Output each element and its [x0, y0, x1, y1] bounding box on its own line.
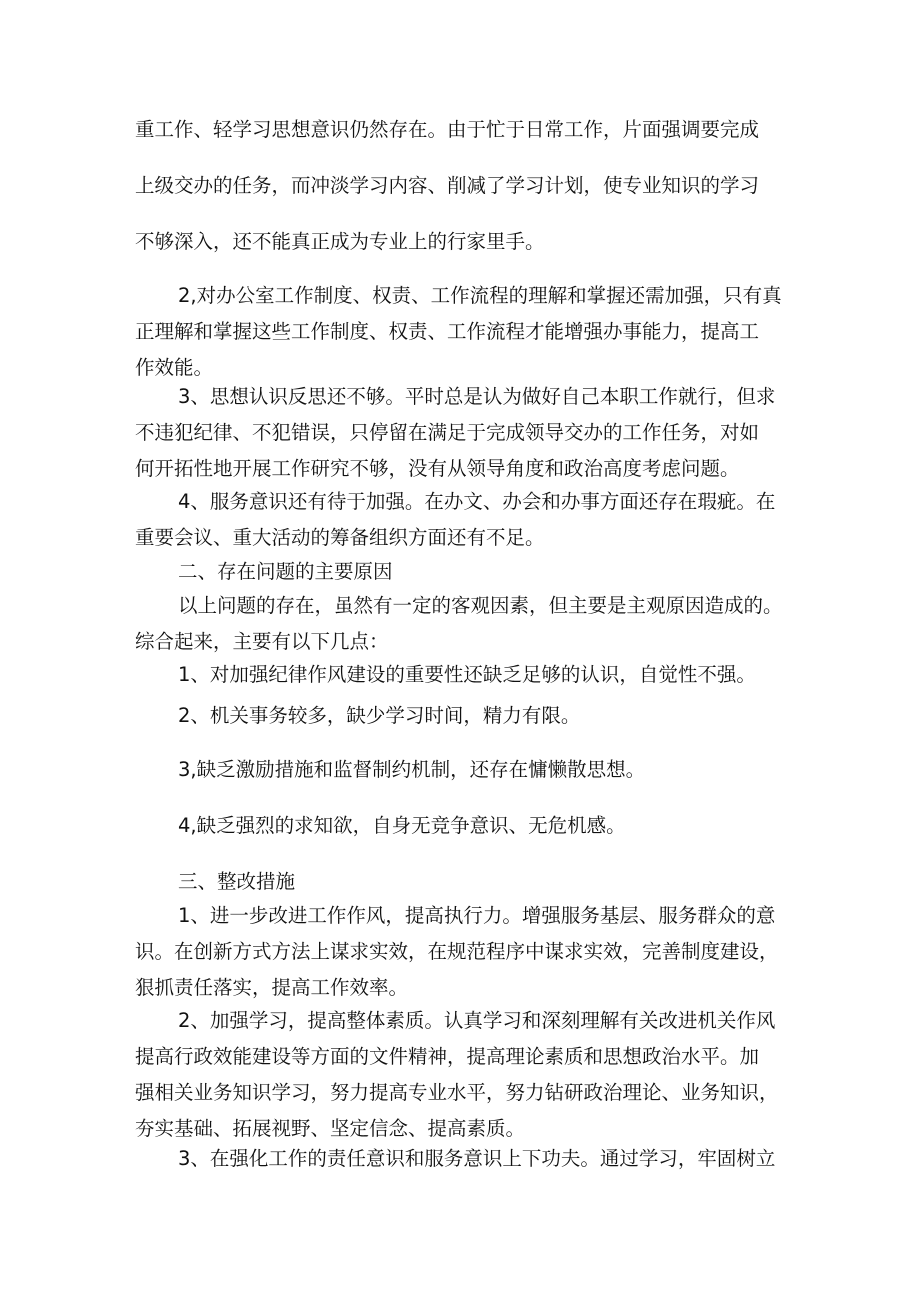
item-2-paragraph [135, 278, 795, 386]
paragraph-line: 重要会议、重大活动的筹备组织方面还有不足。 [135, 526, 545, 549]
paragraph-line: 不够深入，还不能真正成为专业上的行家里手。 [135, 230, 545, 253]
section-2-intro-paragraph [135, 588, 795, 660]
section-3-heading-block [135, 864, 795, 900]
paragraph-line: 识。在创新方式方法上谋求实效，在规范程序中谋求实效，完善制度建设， [135, 940, 779, 963]
paragraph-line: 3、在强化工作的责任意识和服务意识上下功夫。通过学习，牢固树立 [178, 1147, 776, 1170]
paragraph-line: 强相关业务知识学习，努力提高专业水平，努力钻研政治理论、业务知识， [135, 1081, 779, 1104]
paragraph-line: 重工作、轻学习思想意识仍然存在。由于忙于日常工作，片面强调要完成 [135, 118, 760, 141]
measure-1-paragraph [135, 898, 795, 1006]
cause-4-block [135, 808, 795, 844]
measure-3-paragraph [135, 1141, 795, 1177]
measure-2-paragraph [135, 1003, 795, 1147]
section-heading: 三、整改措施 [178, 870, 296, 893]
item-4-paragraph [135, 484, 795, 556]
cause-3-block [135, 752, 795, 788]
paragraph-line: 正理解和掌握这些工作制度、权责、工作流程才能增强办事能力，提高工 [135, 320, 760, 343]
paragraph-line: 4、服务意识还有待于加强。在办文、办会和办事方面还存在瑕疵。在 [178, 490, 776, 513]
section-heading: 二、存在问题的主要原因 [178, 560, 393, 583]
paragraph-line: 3、思想认识反思还不够。平时总是认为做好自己本职工作就行，但求 [178, 385, 776, 408]
paragraph-line: 作效能。 [135, 356, 214, 379]
paragraph-line: 2、加强学习，提高整体素质。认真学习和深刻理解有关改进机关作风 [178, 1009, 776, 1032]
item-3-paragraph [135, 379, 795, 487]
paragraph-line: 上级交办的任务，而冲淡学习内容、削减了学习计划，使专业知识的学习 [135, 174, 760, 197]
section-2-heading-block [135, 554, 795, 590]
paragraph-line: 2,对办公室工作制度、权责、工作流程的理解和掌握还需加强，只有真 [178, 284, 782, 307]
paragraph-line: 夯实基础、拓展视野、坚定信念、提高素质。 [135, 1117, 526, 1140]
paragraph-line: 以上问题的存在，虽然有一定的客观因素，但主要是主观原因造成的。 [178, 594, 783, 617]
cause-1-block [135, 657, 795, 693]
paragraph-line: 狠抓责任落实，提高工作效率。 [135, 976, 409, 999]
paragraph-line: 提高行政效能建设等方面的文件精神，提高理论素质和思想政治水平。加 [135, 1045, 760, 1068]
paragraph-line: 1、进一步改进工作作风，提高执行力。增强服务基层、服务群众的意 [178, 904, 776, 927]
cause-item: 2、机关事务较多，缺少学习时间，精力有限。 [178, 704, 581, 727]
paragraph-line: 综合起来，主要有以下几点： [135, 630, 389, 653]
paragraph-line: 不违犯纪律、不犯错误，只停留在满足于完成领导交办的工作任务，对如 [135, 421, 760, 444]
intro-paragraph [135, 102, 795, 270]
cause-item: 1、对加强纪律作风建设的重要性还缺乏足够的认识，自觉性不强。 [178, 663, 756, 686]
cause-item: 4,缺乏强烈的求知欲，自身无竞争意识、无危机感。 [178, 814, 626, 837]
cause-item: 3,缺乏激励措施和监督制约机制，还存在慵懒散思想。 [178, 758, 646, 781]
paragraph-line: 何开拓性地开展工作研究不够，没有从领导角度和政治高度考虑问题。 [135, 457, 740, 480]
cause-2-block [135, 698, 795, 734]
